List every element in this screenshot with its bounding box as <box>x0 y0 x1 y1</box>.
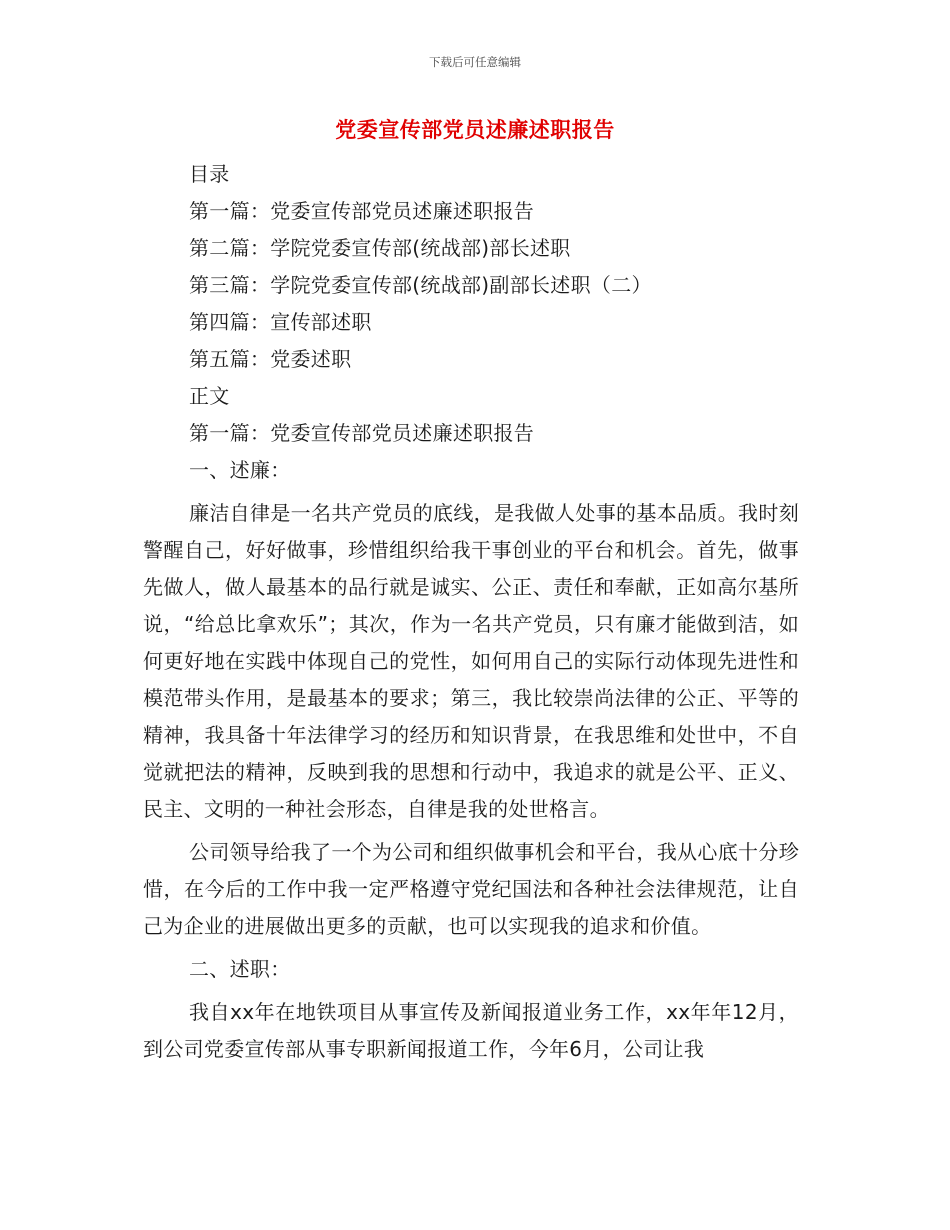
paragraph: 廉洁自律是一名共产党员的底线，是我做人处事的基本品质。我时刻警醒自己，好好做事，珍惜组织给我干事创业的平台和机会。首先，做事先做人，做人最基本的品行就是诚实、公正、责任和奉献，正如高尔基所说，“给总比拿欢乐”；其次，作为一名共产党员，只有廉才能做到洁，如何更好地在实践中体现自己的党性，如何用自己的实际行动体现先进性和模范带头作用，是最基本的要求；第三，我比较崇尚法律的公正、平等的精神，我具备十年法律学习的经历和知识背景，在我思维和处世中，不自觉就把法的精神，反映到我的思想和行动中，我追求的就是公平、正义、民主、文明的一种社会形态，自律是我的处世格言。 <box>143 501 799 821</box>
toc-item: 第四篇：宣传部述职 <box>189 310 372 334</box>
toc-item: 第五篇：党委述职 <box>189 347 352 371</box>
paragraph: 我自xx年在地铁项目从事宣传及新闻报道业务工作，xx年年12月，到公司党委宣传部从事专职新闻报道工作，今年6月，公司让我 <box>143 1000 799 1061</box>
document-body <box>143 156 799 1068</box>
document-title: 党委宣传部党员述廉述职报告 <box>335 118 615 142</box>
toc-item: 第三篇：学院党委宣传部(统战部)副部长述职（二） <box>189 273 652 297</box>
toc-heading: 目录 <box>189 162 230 186</box>
toc-item: 第二篇：学院党委宣传部(统战部)部长述职 <box>189 236 571 260</box>
toc-item: 第一篇：党委宣传部党员述廉述职报告 <box>189 199 535 223</box>
page-header: 下载后可任意编辑 <box>429 55 521 69</box>
body-heading: 正文 <box>189 384 230 408</box>
section-heading: 二、述职： <box>189 957 291 981</box>
article-title: 第一篇：党委宣传部党员述廉述职报告 <box>189 421 535 445</box>
paragraph: 公司领导给我了一个为公司和组织做事机会和平台，我从心底十分珍惜，在今后的工作中我一定严格遵守党纪国法和各种社会法律规范，让自己为企业的进展做出更多的贡献，也可以实现我的追求和价值。 <box>143 840 799 938</box>
section-heading: 一、述廉： <box>189 458 291 482</box>
